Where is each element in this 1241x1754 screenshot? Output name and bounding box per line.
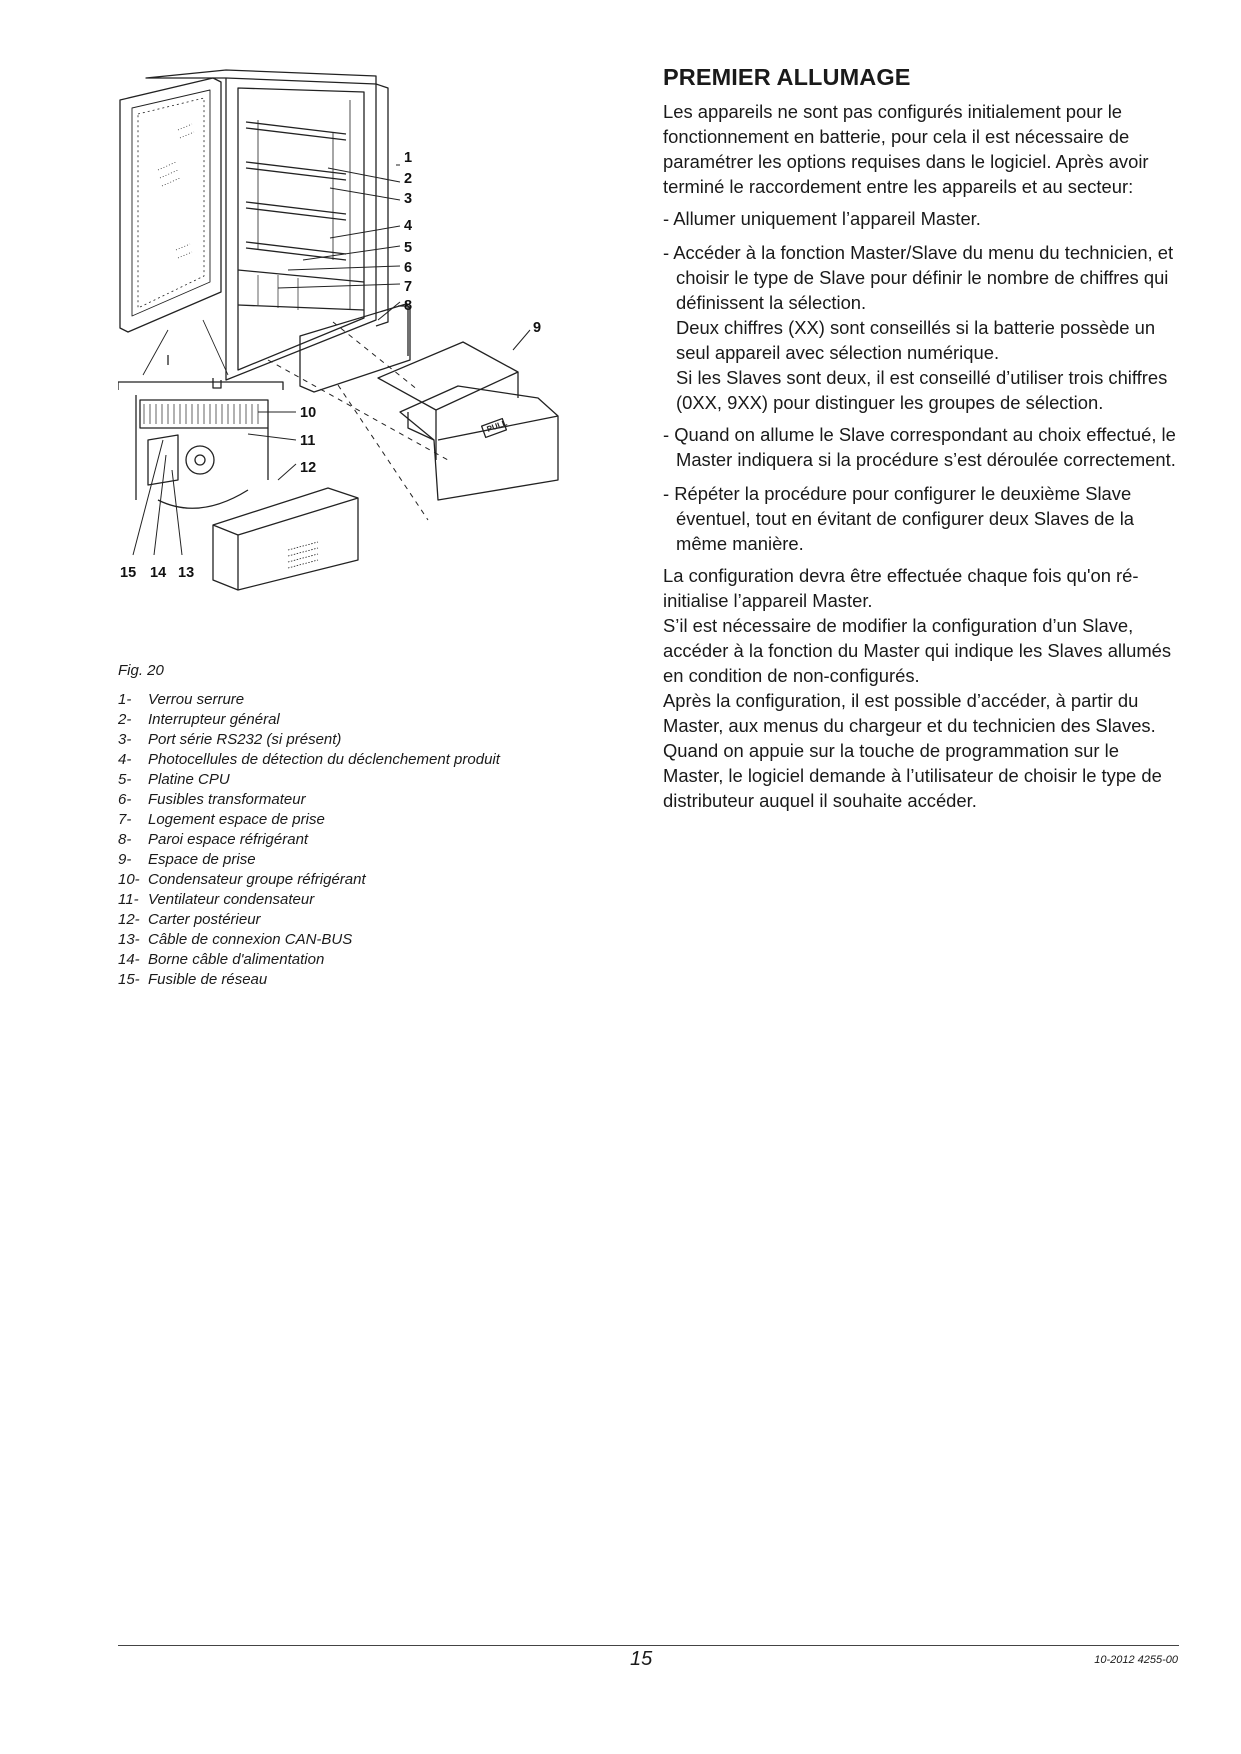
callout-8: 8	[404, 298, 413, 314]
legend-item: 2- Interrupteur général	[118, 711, 280, 728]
callout-13: 13	[178, 565, 195, 581]
pull-label: PULL	[485, 418, 509, 434]
page-number: 15	[630, 1648, 653, 1670]
legend-item: 14- Borne câble d'alimentation	[118, 951, 325, 968]
callout-10: 10	[300, 405, 317, 421]
legend-item: 6- Fusibles transformateur	[118, 791, 306, 808]
callout-15: 15	[120, 565, 137, 581]
closing-paragraph-4: Quand on appuie sur la touche de programmation sur le Master, le logiciel demande à l’utilisateur de choisir le type de distributeur auquel il souhaite accéder.	[663, 740, 1162, 811]
panel-8-drawing	[300, 304, 410, 392]
detail-condenser-drawing	[128, 390, 268, 520]
door-drawing	[120, 78, 221, 332]
callout-1: 1	[404, 150, 413, 166]
legend-item: 1- Verrou serrure	[118, 691, 245, 708]
figure-20	[118, 60, 678, 660]
step-2: - Accéder à la fonction Master/Slave du menu du technicien, et choisir le type de Slave pour définir le nombre de chiffres qui définissent la sélection.	[663, 242, 1174, 313]
figure-caption: Fig. 20	[118, 662, 164, 679]
callout-14: 14	[150, 565, 167, 581]
callout-4: 4	[404, 218, 413, 234]
rear-cover-12-drawing	[213, 488, 358, 590]
legend-item: 12- Carter postérieur	[118, 911, 261, 928]
step-3: - Quand on allume le Slave correspondant au choix effectué, le Master indiquera si la procédure s’est déroulée correctement.	[663, 424, 1176, 470]
callout-5: 5	[404, 240, 413, 256]
zoom-bracket	[118, 382, 283, 390]
closing-paragraph-3: Après la configuration, il est possible d’accéder, à partir du Master, aux menus du chargeur et du technicien des Slaves.	[663, 690, 1156, 736]
legend-item: 5- Platine CPU	[118, 771, 230, 788]
callout-7: 7	[404, 279, 413, 295]
leader-lines	[133, 165, 530, 555]
drawer-9-drawing	[378, 342, 558, 500]
legend-item: 9- Espace de prise	[118, 851, 256, 868]
callout-3: 3	[404, 191, 413, 207]
callout-11: 11	[300, 433, 316, 449]
callout-12: 12	[300, 460, 317, 476]
callout-9: 9	[533, 320, 542, 336]
legend-item: 4- Photocellules de détection du déclenchement produit	[118, 751, 500, 768]
step-1: - Allumer uniquement l’appareil Master.	[663, 208, 981, 229]
legend-item: 8- Paroi espace réfrigérant	[118, 831, 309, 848]
legend-item: 15- Fusible de réseau	[118, 971, 268, 988]
figure-legend	[118, 690, 598, 990]
intro-paragraph: Les appareils ne sont pas configurés initialement pour le fonctionnement en batterie, pour cela il est nécessaire de paramétrer les options requises dans le logiciel. Après avoir terminé le raccordement entre les appareils et au secteur:	[663, 101, 1149, 197]
legend-item: 11- Ventilateur condensateur	[118, 891, 315, 908]
step-4: - Répéter la procédure pour configurer le deuxième Slave éventuel, tout en évitant de configurer deux Slaves de la même manière.	[663, 483, 1135, 554]
section-title: PREMIER ALLUMAGE	[663, 64, 911, 90]
section-content	[663, 64, 1183, 813]
legend-item: 13- Câble de connexion CAN-BUS	[118, 931, 353, 948]
legend-item: 7- Logement espace de prise	[118, 811, 325, 828]
step-2-note-2: Si les Slaves sont deux, il est conseillé d’utiliser trois chiffres (0XX, 9XX) pour distinguer les groupes de sélection.	[676, 367, 1168, 413]
callout-2: 2	[404, 171, 413, 187]
legend-item: 3- Port série RS232 (si présent)	[118, 731, 342, 748]
closing-paragraph-1: La configuration devra être effectuée chaque fois qu'on ré-initialise l’appareil Master.	[663, 565, 1139, 611]
vending-machine-exploded-drawing	[118, 60, 678, 660]
closing-paragraph-2: S’il est nécessaire de modifier la configuration d’un Slave, accéder à la fonction du Master qui indique les Slaves allumés en condition de non-configurés.	[663, 615, 1172, 686]
callout-6: 6	[404, 260, 413, 276]
step-2-note-1: Deux chiffres (XX) sont conseillés si la batterie possède un seul appareil avec sélection numérique.	[676, 317, 1156, 363]
footer-rule	[118, 1645, 1179, 1646]
legend-item: 10- Condensateur groupe réfrigérant	[118, 871, 366, 888]
document-reference: 10-2012 4255-00	[1094, 1654, 1178, 1666]
cabinet-drawing	[146, 70, 388, 388]
